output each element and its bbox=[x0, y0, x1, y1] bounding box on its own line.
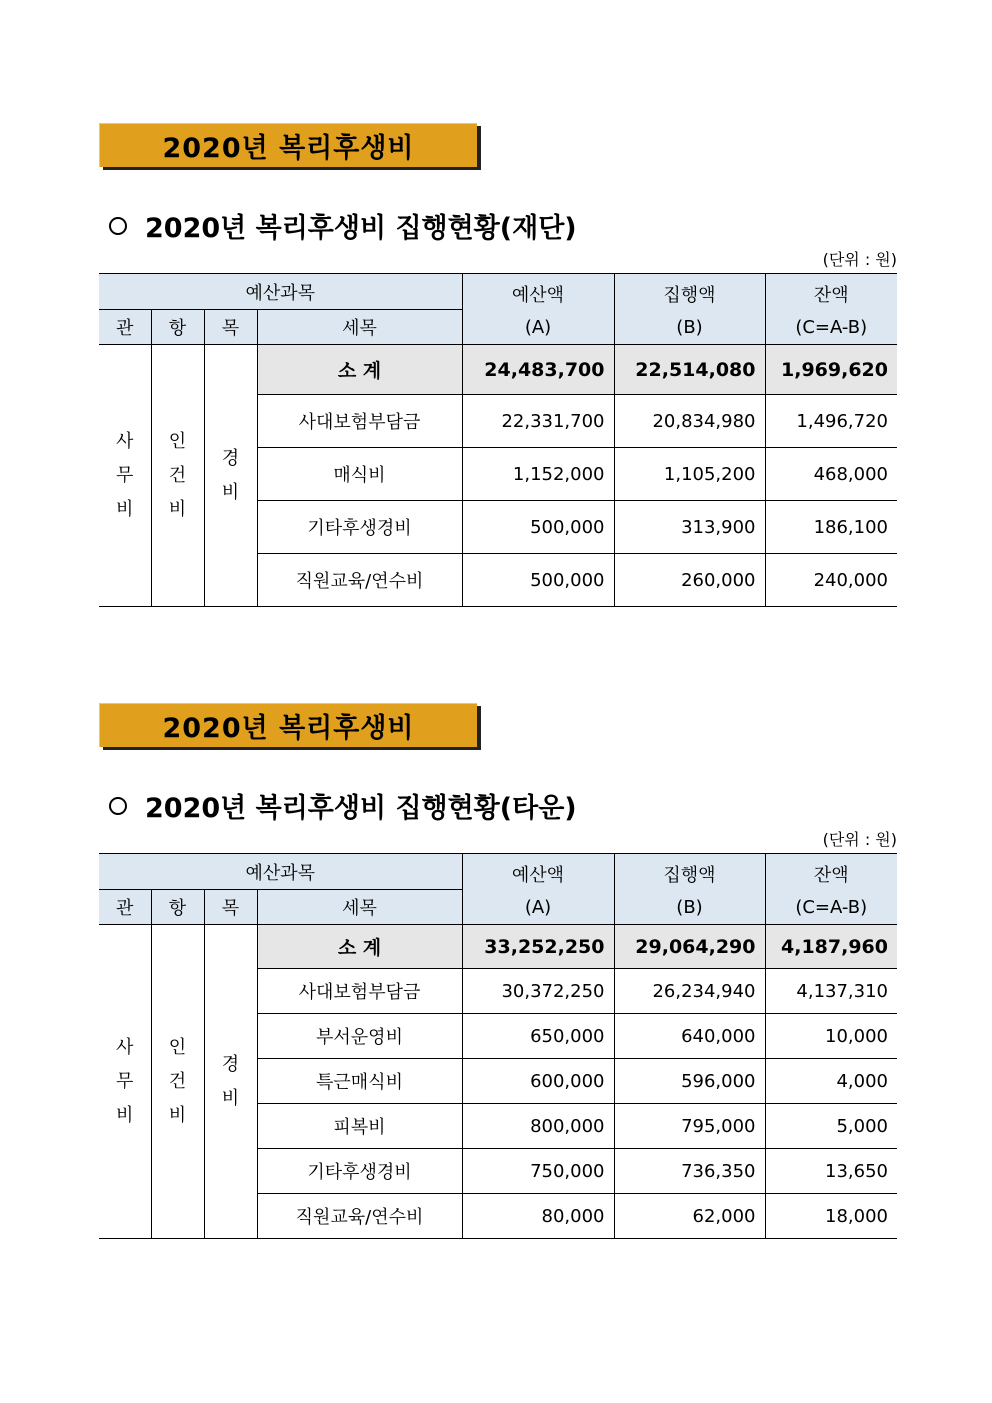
subtotal-label: 소 계 bbox=[257, 925, 462, 969]
budget-cell: 30,372,250 bbox=[462, 969, 614, 1014]
semok-cell: 특근매식비 bbox=[257, 1059, 462, 1104]
subtotal-balance: 4,187,960 bbox=[765, 925, 897, 969]
hang-cell bbox=[151, 925, 204, 1239]
mok-char: 경 bbox=[221, 1053, 240, 1075]
hang-char: 건 bbox=[168, 464, 187, 486]
header-mok: 목 bbox=[204, 310, 257, 345]
hang-char: 건 bbox=[168, 1070, 187, 1092]
mok-char: 비 bbox=[221, 481, 240, 503]
executed-cell: 26,234,940 bbox=[614, 969, 765, 1014]
section-banner bbox=[99, 123, 477, 167]
subtotal-row bbox=[99, 345, 897, 395]
gwan-char: 무 bbox=[116, 1070, 134, 1092]
header-balance bbox=[765, 274, 897, 345]
budget-cell: 22,331,700 bbox=[462, 395, 614, 448]
budget-table bbox=[99, 273, 897, 607]
subtitle-text: 2020년 복리후생비 집행현황(재단) bbox=[145, 213, 577, 244]
budget-cell: 600,000 bbox=[462, 1059, 614, 1104]
balance-cell: 5,000 bbox=[765, 1104, 897, 1149]
balance-cell: 240,000 bbox=[765, 554, 897, 607]
executed-cell: 62,000 bbox=[614, 1194, 765, 1239]
subtotal-budget: 24,483,700 bbox=[462, 345, 614, 395]
hang-cell bbox=[151, 345, 204, 607]
executed-cell: 640,000 bbox=[614, 1014, 765, 1059]
header-executed-sub: (B) bbox=[676, 896, 703, 918]
header-gwan: 관 bbox=[99, 310, 151, 345]
balance-cell: 1,496,720 bbox=[765, 395, 897, 448]
header-balance-label: 잔액 bbox=[813, 284, 849, 306]
header-budget bbox=[462, 274, 614, 345]
header-budget-subject: 예산과목 bbox=[99, 854, 462, 890]
budget-table bbox=[99, 853, 897, 1239]
mok-char: 경 bbox=[221, 447, 240, 469]
header-executed-sub: (B) bbox=[676, 316, 703, 338]
executed-cell: 596,000 bbox=[614, 1059, 765, 1104]
balance-cell: 10,000 bbox=[765, 1014, 897, 1059]
hang-char: 인 bbox=[168, 1036, 187, 1058]
balance-cell: 18,000 bbox=[765, 1194, 897, 1239]
budget-cell: 80,000 bbox=[462, 1194, 614, 1239]
header-executed-label: 집행액 bbox=[663, 864, 716, 886]
semok-cell: 피복비 bbox=[257, 1104, 462, 1149]
balance-cell: 4,137,310 bbox=[765, 969, 897, 1014]
gwan-cell bbox=[99, 345, 151, 607]
unit-label: (단위 : 원) bbox=[822, 830, 897, 849]
banner-title: 2020년 복리후생비 bbox=[162, 133, 415, 164]
header-gwan: 관 bbox=[99, 890, 151, 925]
gwan-char: 사 bbox=[116, 430, 134, 452]
header-executed bbox=[614, 854, 765, 925]
gwan-char: 무 bbox=[116, 464, 134, 486]
section-foundation bbox=[99, 123, 897, 592]
mok-cell bbox=[204, 925, 257, 1239]
balance-cell: 13,650 bbox=[765, 1149, 897, 1194]
executed-cell: 313,900 bbox=[614, 501, 765, 554]
budget-cell: 500,000 bbox=[462, 501, 614, 554]
balance-cell: 468,000 bbox=[765, 448, 897, 501]
mok-cell bbox=[204, 345, 257, 607]
semok-cell: 매식비 bbox=[257, 448, 462, 501]
header-balance-label: 잔액 bbox=[813, 864, 849, 886]
budget-cell: 750,000 bbox=[462, 1149, 614, 1194]
section-subtitle bbox=[109, 786, 577, 825]
budget-cell: 1,152,000 bbox=[462, 448, 614, 501]
header-budget-label: 예산액 bbox=[511, 864, 565, 886]
subtotal-row bbox=[99, 925, 897, 969]
executed-cell: 1,105,200 bbox=[614, 448, 765, 501]
header-budget-sub: (A) bbox=[524, 896, 552, 918]
header-budget-label: 예산액 bbox=[511, 284, 565, 306]
circle-bullet-icon bbox=[109, 217, 127, 235]
semok-cell: 사대보험부담금 bbox=[257, 395, 462, 448]
header-mok: 목 bbox=[204, 890, 257, 925]
header-executed-label: 집행액 bbox=[663, 284, 716, 306]
header-budget bbox=[462, 854, 614, 925]
unit-label: (단위 : 원) bbox=[822, 250, 897, 269]
header-balance-sub: (C=A-B) bbox=[795, 316, 868, 338]
subtotal-label: 소 계 bbox=[257, 345, 462, 395]
balance-cell: 4,000 bbox=[765, 1059, 897, 1104]
subtotal-balance: 1,969,620 bbox=[765, 345, 897, 395]
gwan-char: 사 bbox=[116, 1036, 134, 1058]
hang-char: 비 bbox=[168, 498, 187, 520]
header-hang: 항 bbox=[151, 890, 204, 925]
budget-cell: 800,000 bbox=[462, 1104, 614, 1149]
subtotal-budget: 33,252,250 bbox=[462, 925, 614, 969]
executed-cell: 260,000 bbox=[614, 554, 765, 607]
section-banner bbox=[99, 703, 477, 747]
semok-cell: 부서운영비 bbox=[257, 1014, 462, 1059]
gwan-char: 비 bbox=[116, 498, 134, 520]
header-semok: 세목 bbox=[257, 310, 462, 345]
header-budget-sub: (A) bbox=[524, 316, 552, 338]
header-balance-sub: (C=A-B) bbox=[795, 896, 868, 918]
subtotal-executed: 29,064,290 bbox=[614, 925, 765, 969]
balance-cell: 186,100 bbox=[765, 501, 897, 554]
executed-cell: 795,000 bbox=[614, 1104, 765, 1149]
mok-char: 비 bbox=[221, 1087, 240, 1109]
budget-cell: 650,000 bbox=[462, 1014, 614, 1059]
banner-title: 2020년 복리후생비 bbox=[162, 713, 415, 744]
semok-cell: 기타후생경비 bbox=[257, 1149, 462, 1194]
semok-cell: 사대보험부담금 bbox=[257, 969, 462, 1014]
circle-bullet-icon bbox=[109, 797, 127, 815]
semok-cell: 기타후생경비 bbox=[257, 501, 462, 554]
header-hang: 항 bbox=[151, 310, 204, 345]
header-budget-subject: 예산과목 bbox=[99, 274, 462, 310]
subtitle-text: 2020년 복리후생비 집행현황(타운) bbox=[145, 793, 577, 824]
gwan-cell bbox=[99, 925, 151, 1239]
hang-char: 인 bbox=[168, 430, 187, 452]
gwan-char: 비 bbox=[116, 1104, 134, 1126]
semok-cell: 직원교육/연수비 bbox=[257, 1194, 462, 1239]
budget-cell: 500,000 bbox=[462, 554, 614, 607]
section-town bbox=[99, 703, 897, 1228]
header-executed bbox=[614, 274, 765, 345]
header-semok: 세목 bbox=[257, 890, 462, 925]
section-subtitle bbox=[109, 206, 577, 245]
subtotal-executed: 22,514,080 bbox=[614, 345, 765, 395]
semok-cell: 직원교육/연수비 bbox=[257, 554, 462, 607]
executed-cell: 20,834,980 bbox=[614, 395, 765, 448]
hang-char: 비 bbox=[168, 1104, 187, 1126]
executed-cell: 736,350 bbox=[614, 1149, 765, 1194]
header-balance bbox=[765, 854, 897, 925]
